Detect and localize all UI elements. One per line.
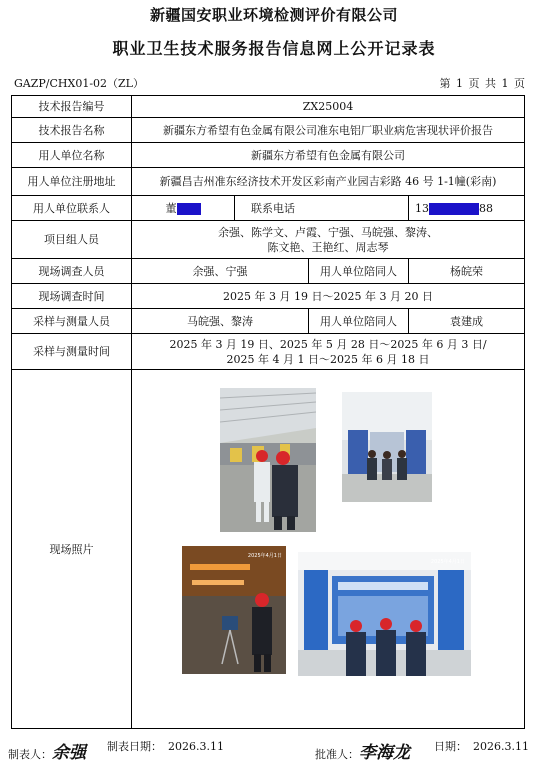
preparer-label: 制表人：	[8, 748, 52, 761]
sampling-staff-value: 马皖强、黎涛	[132, 309, 309, 334]
label: 采样与测量人员	[12, 309, 132, 334]
photo-outdoor-sign	[342, 392, 432, 502]
sampling-escort-value: 袁建成	[409, 309, 525, 334]
label: 技术报告名称	[12, 118, 132, 143]
form-code: GAZP/CHX01-02（ZL）	[14, 77, 144, 90]
label: 现场调查人员	[12, 259, 132, 284]
row-report-no	[12, 96, 525, 118]
photo-office-workers	[298, 552, 471, 676]
team-line-2: 陈文艳、王艳红、周志琴	[267, 240, 389, 254]
photo-timestamp: 2025年4月1日	[430, 559, 465, 565]
sampling-time-value	[132, 334, 525, 370]
phone-suffix: 88	[479, 201, 493, 215]
photo-plant-workers	[220, 388, 316, 532]
date-label: 日期：	[434, 740, 467, 753]
label: 用人单位陪同人	[309, 309, 409, 334]
row-employer	[12, 143, 525, 168]
approver-block	[315, 738, 410, 763]
phone-prefix: 13	[415, 201, 429, 215]
phone-label: 联系电话	[235, 196, 409, 221]
label: 现场调查时间	[12, 284, 132, 309]
row-photos	[12, 370, 525, 729]
label: 用人单位陪同人	[309, 259, 409, 284]
label: 项目组人员	[12, 221, 132, 259]
survey-escort-value: 杨皖荣	[409, 259, 525, 284]
address-value: 新疆昌吉州准东经济技术开发区彩南产业园吉彩路 46 号 1-1幢(彩南)	[132, 168, 525, 196]
approver-label: 批准人：	[315, 748, 359, 761]
report-no-value: ZX25004	[132, 96, 525, 118]
photo-equipment-measurement	[182, 546, 286, 674]
row-sampling-staff	[12, 309, 525, 334]
row-survey-time	[12, 284, 525, 309]
record-table	[11, 95, 525, 729]
photo-timestamp: 2025年4月1日	[247, 553, 282, 559]
report-name-value: 新疆东方希望有色金属有限公司准东电铝厂职业病危害现状评价报告	[132, 118, 525, 143]
label: 用人单位注册地址	[12, 168, 132, 196]
survey-time-value: 2025 年 3 月 19 日～2025 年 3 月 20 日	[132, 284, 525, 309]
prep-date-block	[107, 738, 224, 754]
contact-name-text: 董	[165, 201, 177, 215]
team-value	[132, 221, 525, 259]
date-value: 2026.3.11	[473, 740, 529, 753]
prep-date-label: 制表日期：	[107, 740, 162, 753]
row-contact	[12, 196, 525, 221]
row-team	[12, 221, 525, 259]
row-report-name	[12, 118, 525, 143]
row-survey-staff	[12, 259, 525, 284]
label: 用人单位名称	[12, 143, 132, 168]
document-title: 职业卫生技术服务报告信息网上公开记录表	[112, 39, 436, 58]
date-block	[434, 738, 529, 754]
prep-date-value: 2026.3.11	[168, 740, 224, 753]
redaction-mark	[429, 203, 479, 215]
preparer-block	[8, 738, 86, 763]
team-line-1: 余强、陈学文、卢霞、宁强、马皖强、黎涛、	[218, 225, 439, 239]
photos-cell	[132, 370, 525, 729]
label: 现场照片	[12, 370, 132, 729]
page-info: 第 1 页 共 1 页	[439, 77, 526, 90]
sampling-time-line-2: 2025 年 4 月 1 日～2025 年 6 月 18 日	[226, 352, 430, 366]
approver-signature: 李海龙	[359, 743, 410, 763]
redaction-mark	[177, 203, 201, 215]
label: 用人单位联系人	[12, 196, 132, 221]
row-sampling-time	[12, 334, 525, 370]
preparer-signature: 余强	[52, 743, 86, 763]
employer-value: 新疆东方希望有色金属有限公司	[132, 143, 525, 168]
label: 技术报告编号	[12, 96, 132, 118]
contact-name-value	[132, 196, 235, 221]
company-name: 新疆国安职业环境检测评价有限公司	[149, 6, 398, 24]
row-address	[12, 168, 525, 196]
phone-value	[409, 196, 525, 221]
label: 采样与测量时间	[12, 334, 132, 370]
survey-staff-value: 余强、宁强	[132, 259, 309, 284]
sampling-time-line-1: 2025 年 3 月 19 日、2025 年 5 月 28 日～2025 年 6 月 3 日/	[169, 337, 487, 351]
